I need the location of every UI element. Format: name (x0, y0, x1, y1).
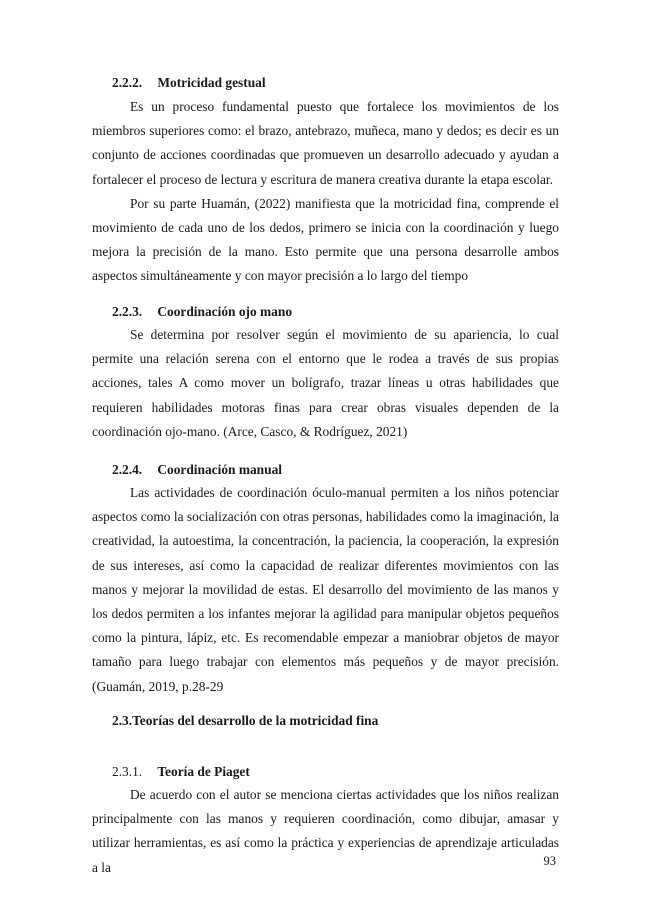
section-title: Coordinación ojo mano (157, 304, 293, 319)
section-heading-2-3-1 (112, 762, 250, 782)
section-title: Coordinación manual (157, 462, 282, 477)
paragraph: Es un proceso fundamental puesto que fortalece los movimientos de los miembros superiores como: el brazo, antebrazo, muñeca, mano y dedos; es decir es un conjunto de acciones coordinadas que promueven un desarrollo adecuado y ayudan a fortalecer el proceso de lectura y escritura de manera creativa durante la etapa escolar. (92, 99, 559, 187)
page-number: 93 (543, 854, 556, 868)
paragraph: Se determina por resolver según el movimiento de su apariencia, lo cual permite una relación serena con el entorno que le rodea a través de sus propias acciones, tales A como mover un bolígrafo, trazar líneas u otras habilidades que requieren habilidades motoras finas para crear obras visuales dependen de la coordinación ojo-mano. (Arce, Casco, & Rodríguez, 2021) (92, 327, 559, 439)
section-body-2-2-4 (92, 481, 559, 699)
section-body-2-2-2 (92, 95, 559, 289)
section-heading-2-2-2 (112, 73, 266, 93)
section-number: 2.3. (112, 713, 133, 728)
paragraph: Por su parte Huamán, (2022) manifiesta que la motricidad fina, comprende el movimiento de cada uno de los dedos, primero se inicia con la coordinación y luego mejora la precisión de la mano. Esto permite que una persona desarrolle ambos aspectos simultáneamente y con mayor precisión a lo largo del tiempo (92, 195, 559, 284)
paragraph: Las actividades de coordinación óculo-manual permiten a los niños potenciar aspectos como la socialización con otras personas, habilidades como la imaginación, la creatividad, la autoestima, la concentración, la paciencia, la cooperación, la expresión de sus intereses, así como la capacidad de realizar diferentes movimientos con las manos y mejorar la movilidad de estas. El desarrollo del movimiento de las manos y los dedos permiten a los infantes mejorar la agilidad para manipular objetos pequeños como la pintura, lápiz, etc. Es recomendable empezar a maniobrar objetos de mayor tamaño para luego trabajar con elementos más pequeños y de mayor precisión. (Guamán, 2019, p.28-29 (92, 485, 559, 694)
section-title: Teoría de Piaget (157, 764, 250, 779)
section-number: 2.2.3. (112, 304, 143, 319)
section-title: Motricidad gestual (157, 75, 266, 90)
section-body-2-2-3 (92, 323, 559, 444)
section-number: 2.3.1. (112, 764, 143, 779)
section-heading-2-2-3 (112, 302, 292, 322)
section-number: 2.2.4. (112, 462, 143, 477)
paragraph: De acuerdo con el autor se menciona ciertas actividades que los niños realizan principalmente con las manos y requieren coordinación, como dibujar, amasar y utilizar herramientas, es así como la práctica y experiencias de aprendizaje articuladas a la (92, 787, 559, 875)
section-heading-2-2-4 (112, 460, 282, 480)
section-title: Teorías del desarrollo de la motricidad fina (132, 713, 379, 728)
section-body-2-3-1 (92, 783, 559, 880)
section-heading-2-3 (112, 711, 378, 731)
section-number: 2.2.2. (112, 75, 143, 90)
